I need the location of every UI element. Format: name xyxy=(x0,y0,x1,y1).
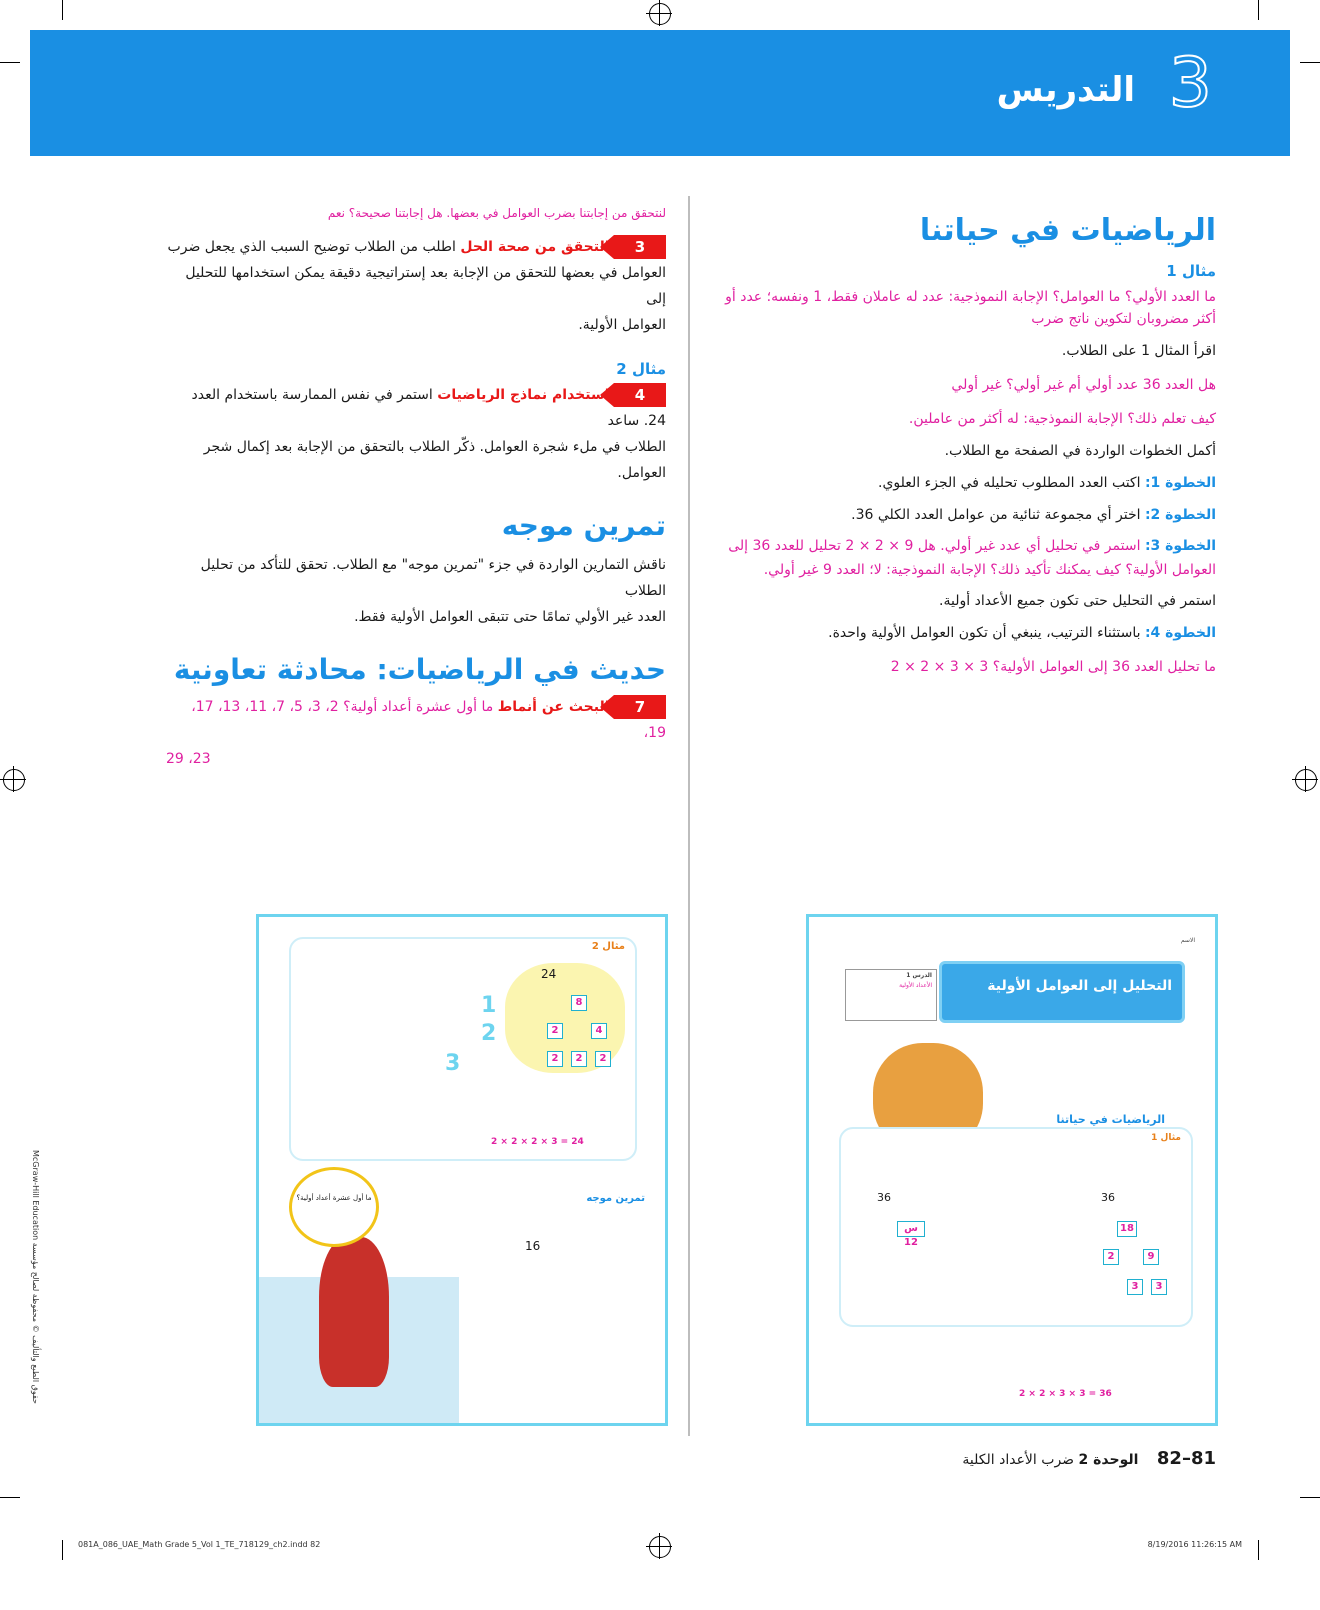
tree-node: 3 xyxy=(1127,1279,1143,1295)
student-page-thumbnail-right xyxy=(806,914,1218,1426)
tree-top: 16 xyxy=(525,1239,541,1253)
step-text: اكتب العدد المطلوب تحليله في الجزء العلوي. xyxy=(878,475,1141,491)
tree-top: 36 xyxy=(877,1191,891,1204)
tree-node: 2 xyxy=(1103,1249,1119,1265)
registration-mark-icon xyxy=(1295,769,1317,791)
question-text: هل العدد 36 عدد أولي أم غير أولي؟ غير أولي xyxy=(951,377,1216,393)
callout-badge: 3 xyxy=(614,235,666,259)
callout-text: ما أول عشرة أعداد أولية؟ 2، 3، 5، 7، 11، 13، 17، 19، xyxy=(191,699,666,741)
timestamp: 8/19/2016 11:26:15 AM xyxy=(1147,1540,1242,1549)
tree-node: 8 xyxy=(571,995,587,1011)
tree-node: 4 xyxy=(591,1023,607,1039)
registration-mark-icon xyxy=(649,1536,671,1558)
instruction-text: اقرأ المثال 1 على الطلاب. xyxy=(1061,343,1216,359)
page-footer xyxy=(900,1448,1216,1469)
lesson-card xyxy=(845,969,937,1021)
tree-node: 2 xyxy=(547,1023,563,1039)
parrot-image xyxy=(319,1237,389,1387)
step-text-cont: العوامل الأولية؟ كيف يمكنك تأكيد ذلك؟ الإجابة النموذجية: لا؛ العدد 9 غير أولي. xyxy=(763,562,1216,578)
callout-3 xyxy=(166,234,666,260)
registration-mark-icon xyxy=(649,3,671,25)
crop-mark xyxy=(1300,62,1320,63)
crop-mark xyxy=(62,1540,63,1560)
crop-mark xyxy=(62,0,63,20)
step-label: الخطوة 3: xyxy=(1144,538,1216,554)
life-label: الرياضيات في حياتنا xyxy=(1056,1113,1165,1126)
crop-mark xyxy=(0,62,20,63)
left-column xyxy=(166,200,666,772)
name-field: الاسم xyxy=(1180,937,1195,944)
crop-mark xyxy=(1300,1497,1320,1498)
step-1 xyxy=(712,470,1216,496)
step-3 xyxy=(712,534,1216,558)
callout-text: اطلب من الطلاب توضيح السبب الذي يجعل ضرب xyxy=(167,239,456,255)
step-text: اختر أي مجموعة ثنائية من عوامل العدد الكلي 36. xyxy=(851,507,1141,523)
section-title: تمرين موجه xyxy=(501,509,666,542)
callout-badge: 4 xyxy=(614,383,666,407)
question-text: ما العدد الأولي؟ ما العوامل؟ الإجابة النموذجية: عدد له عاملان فقط، 1 ونفسه؛ عدد أو أكثر مضروبان لتكوين ناتج ضرب xyxy=(725,289,1216,327)
step-2 xyxy=(712,502,1216,528)
callout-7 xyxy=(166,694,666,746)
callout-title: استخدام نماذج الرياضيات xyxy=(437,387,610,403)
question-text: لنتحقق من إجابتنا بضرب العوامل في بعضها. هل إجابتنا صحيحة؟ نعم xyxy=(327,206,666,220)
question-text: كيف تعلم ذلك؟ الإجابة النموذجية: له أكثر من عاملين. xyxy=(908,411,1216,427)
instruction-text: استمر في التحليل حتى تكون جميع الأعداد أولية. xyxy=(939,593,1216,609)
callout-title: البحث عن أنماط xyxy=(497,699,610,715)
step-label: الخطوة 4: xyxy=(1144,625,1216,641)
example-card xyxy=(839,1127,1193,1327)
step-label: الخطوة 2: xyxy=(1144,507,1216,523)
callout-text: 23، 29 xyxy=(166,751,211,767)
example-label: مثال 2 xyxy=(591,941,625,952)
title-text: التحليل إلى العوامل الأولية xyxy=(987,978,1172,994)
step-text: باستثناء الترتيب، ينبغي أن تكون العوامل الأولية واحدة. xyxy=(828,625,1141,641)
right-column xyxy=(712,210,1216,680)
tree-node: 2 xyxy=(595,1051,611,1067)
lesson-label: الدرس 1 xyxy=(906,972,932,979)
file-name: 081A_086_UAE_Math Grade 5_Vol 1_TE_718129_ch2.indd 82 xyxy=(78,1540,321,1549)
banner-title: التدريس xyxy=(996,70,1135,110)
step-text: استمر في تحليل أي عدد غير أولي. هل 9 × 2 × 2 تحليل للعدد 36 إلى xyxy=(728,538,1141,554)
example-label: مثال 1 xyxy=(1151,1133,1181,1143)
example-label: مثال 1 xyxy=(1166,262,1216,280)
tree-node: 9 xyxy=(1143,1249,1159,1265)
tree-node: 18 xyxy=(1117,1221,1137,1237)
unit-text: ضرب الأعداد الكلية xyxy=(962,1452,1075,1468)
speech-bubble xyxy=(289,1167,379,1247)
body-text: العدد غير الأولي تمامًا حتى تتبقى العوامل الأولية فقط. xyxy=(354,609,666,625)
example-card xyxy=(289,937,637,1161)
callout-4 xyxy=(166,382,666,434)
unit-label: الوحدة 2 xyxy=(1078,1452,1139,1468)
chapter-banner xyxy=(30,30,1290,156)
tree-node: 3 xyxy=(1151,1279,1167,1295)
tree-node: س 12 xyxy=(897,1221,925,1237)
tree-node: 2 xyxy=(571,1051,587,1067)
lesson-sub: الأعداد الأولية xyxy=(899,982,932,989)
column-divider xyxy=(688,196,690,1436)
step-label: الخطوة 1: xyxy=(1144,475,1216,491)
registration-mark-icon xyxy=(3,769,25,791)
guided-practice-label: تمرين موجه xyxy=(586,1193,645,1204)
crop-mark xyxy=(0,1497,20,1498)
copyright-vertical: McGraw-Hill Education حقوق الطبع والتأليف © محفوظة لصالح مؤسسة xyxy=(31,1150,40,1404)
crop-mark xyxy=(1258,0,1259,20)
question-text: ما تحليل العدد 36 إلى العوامل الأولية؟ 3 × 3 × 2 × 2 xyxy=(890,659,1216,675)
step-number-icon: 2 xyxy=(481,1021,497,1046)
step-number-icon: 3 xyxy=(445,1051,461,1076)
callout-text: استمر في نفس الممارسة باستخدام العدد 24. ساعد xyxy=(191,387,666,429)
title-arrow xyxy=(939,961,1185,1023)
body-text: ناقش التمارين الواردة في جزء "تمرين موجه" مع الطلاب. تحقق للتأكد من تحليل الطلاب xyxy=(200,557,666,599)
example-label: مثال 2 xyxy=(616,360,666,378)
bubble-text: ما أول عشرة أعداد أولية؟ xyxy=(296,1194,372,1202)
step-number-icon: 1 xyxy=(481,993,497,1018)
tree-top: 36 xyxy=(1101,1191,1115,1204)
step-4 xyxy=(712,620,1216,646)
banner-number: 3 xyxy=(1168,44,1212,123)
callout-title: التحقق من صحة الحل xyxy=(460,239,610,255)
callout-text: العوامل في بعضها للتحقق من الإجابة بعد إستراتيجية دقيقة يمكن استخدامها للتحليل إلى xyxy=(185,265,666,307)
section-title: حديث في الرياضيات: محادثة تعاونية xyxy=(173,653,666,686)
crop-mark xyxy=(1258,1540,1259,1560)
instruction-text: أكمل الخطوات الواردة في الصفحة مع الطلاب. xyxy=(944,443,1216,459)
answer-line: 2 × 2 × 2 × 3 = 24 xyxy=(491,1137,584,1147)
callout-text: الطلاب في ملء شجرة العوامل. ذكّر الطلاب بالتحقق من الإجابة بعد إكمال شجر العوامل. xyxy=(203,439,666,481)
section-title: الرياضيات في حياتنا xyxy=(919,213,1216,248)
tree-node: 2 xyxy=(547,1051,563,1067)
page-number: 81–82 xyxy=(1156,1448,1216,1469)
student-page-thumbnail-left xyxy=(256,914,668,1426)
callout-badge: 7 xyxy=(614,695,666,719)
tree-top: 24 xyxy=(541,967,557,981)
answer-line: 2 × 2 × 3 × 3 = 36 xyxy=(1019,1389,1112,1399)
callout-text: العوامل الأولية. xyxy=(578,317,666,333)
